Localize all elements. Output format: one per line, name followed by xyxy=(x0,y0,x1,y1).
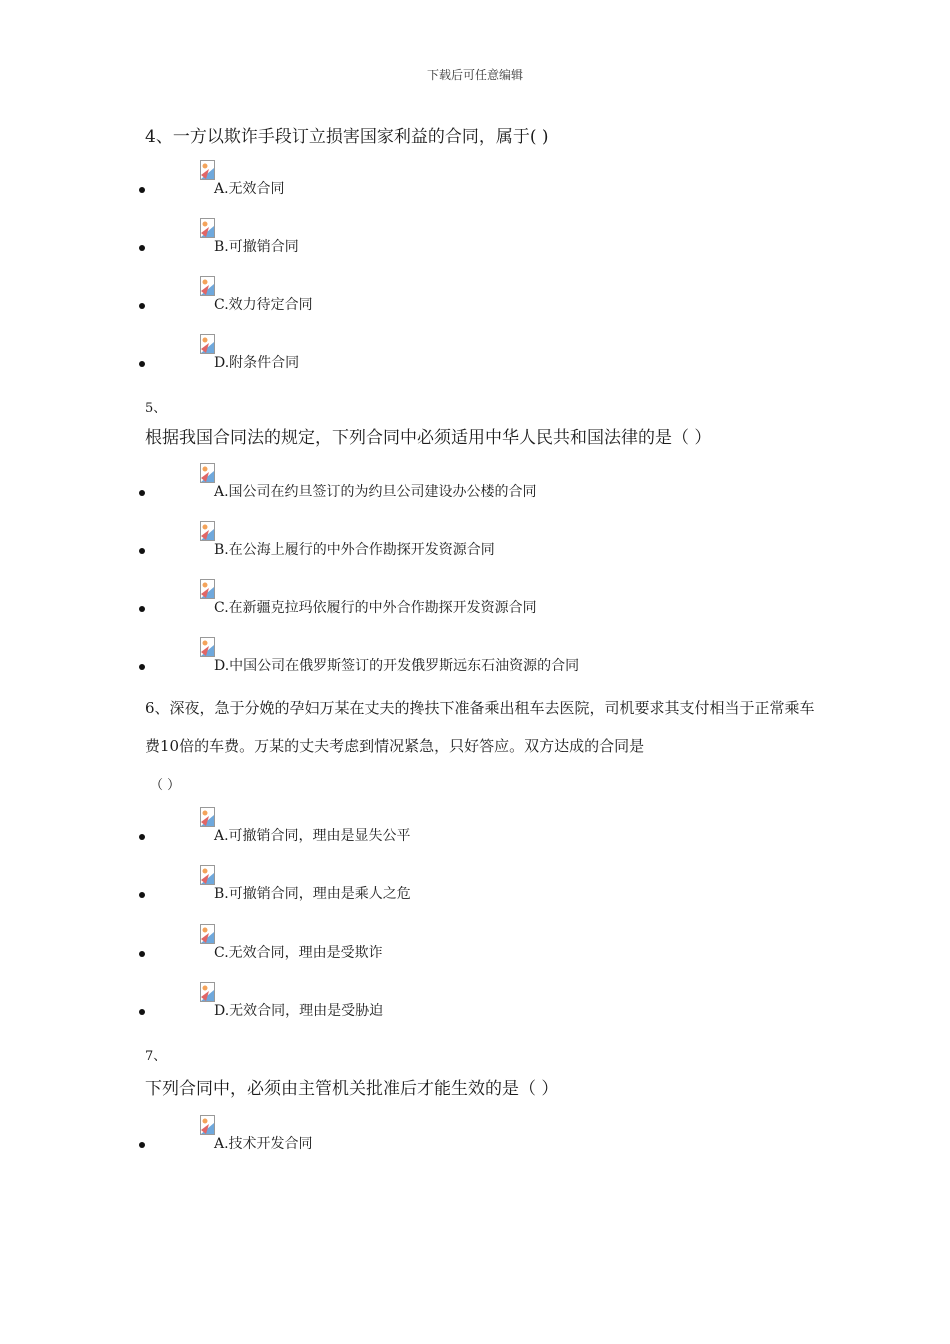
broken-image-icon xyxy=(200,160,215,180)
bullet xyxy=(139,892,145,898)
option-label: B.可撤销合同，理由是乘人之危 xyxy=(214,886,411,902)
broken-image-icon xyxy=(200,463,215,483)
broken-image-icon xyxy=(200,334,215,354)
bullet xyxy=(139,245,145,251)
broken-image-icon xyxy=(200,924,215,944)
broken-image-icon xyxy=(200,521,215,541)
option-label: A.可撤销合同，理由是显失公平 xyxy=(214,828,411,844)
bullet xyxy=(139,187,145,193)
question-5-text: 根据我国合同法的规定，下列合同中必须适用中华人民共和国法律的是（ ） xyxy=(145,428,712,448)
q5-option-d[interactable] xyxy=(0,637,950,687)
question-6-text: 6、深夜，急于分娩的孕妇万某在丈夫的搀扶下准备乘出租车去医院，司机要求其支付相当于正常乘车费10倍的车费。万某的丈夫考虑到情况紧急，只好答应。双方达成的合同是 xyxy=(145,699,815,755)
q5-option-a[interactable] xyxy=(0,463,950,513)
answer-blank: （ ） xyxy=(150,778,181,793)
option-label: B.可撤销合同 xyxy=(214,239,299,255)
broken-image-icon xyxy=(200,276,215,296)
broken-image-icon xyxy=(200,807,215,827)
q5-option-b[interactable] xyxy=(0,521,950,571)
bullet xyxy=(139,548,145,554)
bullet xyxy=(139,303,145,309)
broken-image-icon xyxy=(200,218,215,238)
bullet xyxy=(139,490,145,496)
q4-option-b[interactable] xyxy=(0,218,950,268)
bullet xyxy=(139,1142,145,1148)
q6-option-a[interactable] xyxy=(0,807,950,857)
question-5-number: 5、 xyxy=(145,401,167,416)
q6-option-b[interactable] xyxy=(0,865,950,915)
option-label: D.附条件合同 xyxy=(214,355,300,371)
option-label: D.无效合同，理由是受胁迫 xyxy=(214,1003,384,1019)
option-label: B.在公海上履行的中外合作勘探开发资源合同 xyxy=(214,542,495,558)
broken-image-icon xyxy=(200,865,215,885)
option-label: C.在新疆克拉玛依履行的中外合作勘探开发资源合同 xyxy=(214,600,537,616)
q4-option-a[interactable] xyxy=(0,160,950,210)
broken-image-icon xyxy=(200,982,215,1002)
question-7-text: 下列合同中，必须由主管机关批准后才能生效的是（ ） xyxy=(145,1079,559,1099)
option-label: C.无效合同，理由是受欺诈 xyxy=(214,945,383,961)
bullet xyxy=(139,361,145,367)
bullet xyxy=(139,1009,145,1015)
q4-option-d[interactable] xyxy=(0,334,950,384)
broken-image-icon xyxy=(200,1115,215,1135)
broken-image-icon xyxy=(200,579,215,599)
option-label: A.国公司在约旦签订的为约旦公司建设办公楼的合同 xyxy=(214,484,537,500)
option-label: A.技术开发合同 xyxy=(214,1136,313,1152)
bullet xyxy=(139,951,145,957)
option-label: D.中国公司在俄罗斯签订的开发俄罗斯远东石油资源的合同 xyxy=(214,658,580,674)
option-label: C.效力待定合同 xyxy=(214,297,313,313)
question-7-number: 7、 xyxy=(145,1049,167,1064)
q4-option-c[interactable] xyxy=(0,276,950,326)
broken-image-icon xyxy=(200,637,215,657)
q7-option-a[interactable] xyxy=(0,1115,950,1165)
page-header: 下载后可任意编辑 xyxy=(426,68,523,82)
option-label: A.无效合同 xyxy=(214,181,285,197)
q6-option-c[interactable] xyxy=(0,924,950,974)
bullet xyxy=(139,664,145,670)
q5-option-c[interactable] xyxy=(0,579,950,629)
question-4-text: 4、一方以欺诈手段订立损害国家利益的合同，属于( ) xyxy=(145,127,549,147)
bullet xyxy=(139,834,145,840)
bullet xyxy=(139,606,145,612)
q6-option-d[interactable] xyxy=(0,982,950,1032)
